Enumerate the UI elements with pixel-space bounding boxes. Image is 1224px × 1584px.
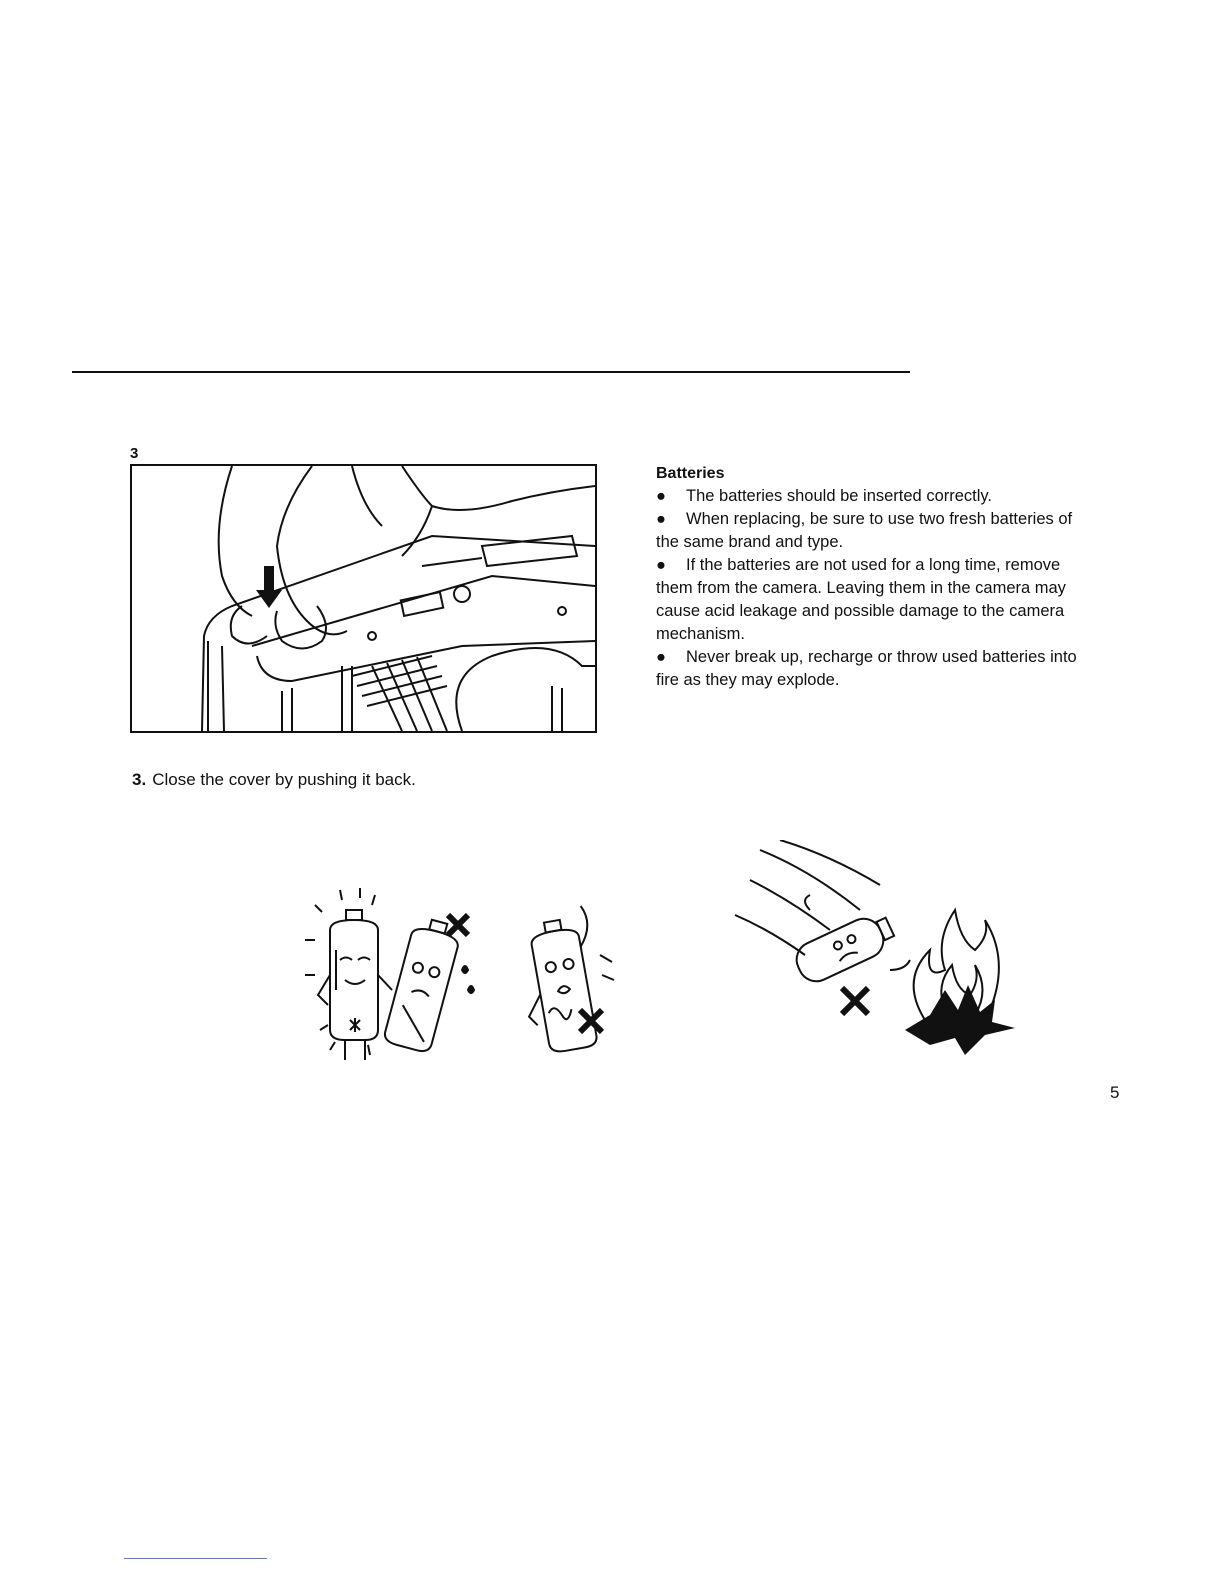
figure-number: 3 [130,445,139,462]
battery-mix-cartoon-illustration [300,880,630,1070]
bullet-icon: ● [656,487,666,505]
page-number: 5 [1110,1083,1120,1102]
footer-divider [124,1558,267,1559]
battery-note-2: ● When replacing, be sure to use two fresh batteries of the same brand and type. [656,510,1073,551]
header-rule [72,371,910,373]
bullet-icon: ● [656,648,666,666]
instruction-number: 3. [132,770,147,789]
instruction-text: Close the cover by pushing it back. [152,770,416,789]
battery-note-4: ● Never break up, recharge or throw used batteries into fire as they may explode. [656,648,1077,689]
battery-note-1: ● The batteries should be inserted correctly. [656,485,1096,508]
bullet-icon: ● [656,510,666,528]
camera-battery-cover-illustration [130,464,597,733]
instruction-step [132,770,416,790]
camera-hand-drawing [132,466,595,731]
bullet-icon: ● [656,556,666,574]
battery-note-3: ● If the batteries are not used for a long time, remove them from the camera. Leaving them in the camera may cause acid leakage and possible damage to the camera mechanism. [656,556,1066,643]
batteries-heading: Batteries [656,465,725,482]
battery-fire-cartoon-illustration [730,840,1030,1070]
batteries-notes [656,462,1096,692]
